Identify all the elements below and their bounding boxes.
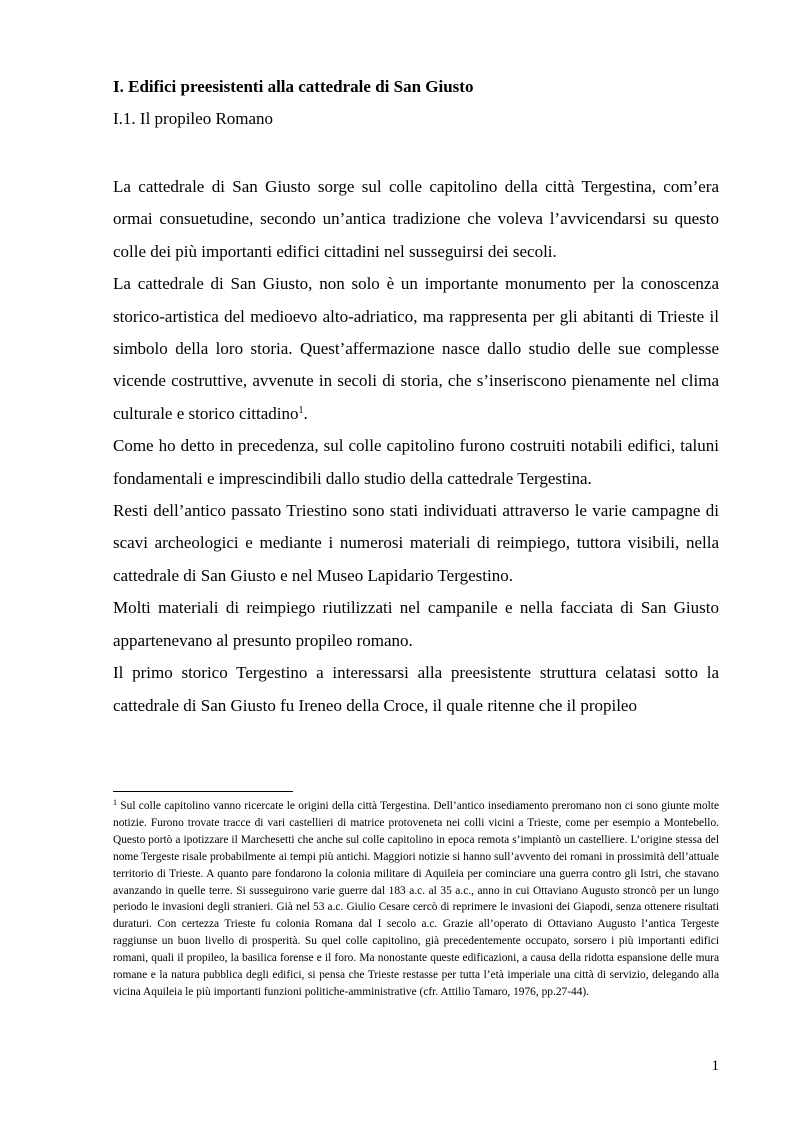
- chapter-title: I. Edifici preesistenti alla cattedrale di San Giusto: [113, 77, 474, 96]
- body-text: [113, 171, 719, 722]
- footnote-marker: 1: [113, 798, 117, 807]
- paragraph-text: Come ho detto in precedenza, sul colle capitolino furono costruiti notabili edifici, taluni fondamentali e imprescindibili dallo studio della cattedrale Tergestina.: [113, 436, 719, 488]
- paragraph: [113, 171, 719, 268]
- paragraph-text: La cattedrale di San Giusto sorge sul colle capitolino della città Tergestina, com’era ormai consuetudine, secondo un’antica tradizione che voleva l’avvicendarsi su questo colle dei più importanti edifici cittadini nel susseguirsi dei secoli.: [113, 177, 719, 261]
- document-page: [113, 0, 719, 1123]
- footnote: [113, 798, 719, 1001]
- footnote-text: Sul colle capitolino vanno ricercate le origini della città Tergestina. Dell’antico insediamento preromano non ci sono giunte molte notizie. Furono trovate tracce di vari castellieri di matrice protoveneta nei colli vicini a Trieste, come per esempio a Montebello. Questo portò a ipotizzare il Marchesetti che anche sul colle capitolino in epoca remota s’impiantò un castelliere. L’origine stessa del nome Tergeste risale probabilmente ai tempi più antichi. Maggiori notizie si hanno sull’avvento dei romani in prossimità dell’attuale territorio di Trieste. A quanto pare fondarono la colonia militare di Aquileia per cominciare una guerra contro gli Istri, che stavano avanzando in quelle terre. Si susseguirono varie guerre dal 183 a.c. al 35 a.c., anno in cui Ottaviano Augusto stroncò per un lungo periodo le invasioni degli stranieri. Già nel 53 a.c. Giulio Cesare cercò di reprimere le invasioni dei Giapodi, senza ottenere risultati duraturi. Con certezza Trieste fu colonia Romana dal I secolo a.c. Grazie all’operato di Ottaviano Augusto l’antica Tergeste raggiunse un buon livello di prosperità. Su quel colle capitolino, già precedentemente occupato, sorsero i più importanti edifici romani, quali il propileo, la basilica forense e il foro. Ma nonostante queste edificazioni, a causa della ridotta espansione delle mura romane e la natura pubblica degli edifici, si pensa che Trieste restasse per tutta l’età imperiale una città di servizio, delegando alla vicina Aquileia le più importanti funzioni politiche-amministrative (cfr. Attilio Tamaro, 1976, pp.27-44).: [113, 800, 719, 998]
- paragraph-text-end: .: [303, 403, 308, 423]
- paragraph: [113, 592, 719, 657]
- section-title: I.1. Il propileo Romano: [113, 109, 274, 128]
- paragraph: [113, 268, 719, 430]
- paragraph-text: Il primo storico Tergestino a interessarsi alla preesistente struttura celatasi sotto la cattedrale di San Giusto fu Ireneo della Croce, il quale ritenne che il propileo: [113, 663, 719, 715]
- paragraph-text: Molti materiali di reimpiego riutilizzati nel campanile e nella facciata di San Giusto appartenevano al presunto propileo romano.: [113, 598, 719, 650]
- paragraph: [113, 430, 719, 495]
- paragraph-text: Resti dell’antico passato Triestino sono stati individuati attraverso le varie campagne di scavi archeologici e mediante i numerosi materiali di reimpiego, tuttora visibili, nella cattedrale di San Giusto e nel Museo Lapidario Tergestino.: [113, 501, 719, 585]
- paragraph: [113, 495, 719, 592]
- paragraph-text: La cattedrale di San Giusto, non solo è un importante monumento per la conoscenza storico-artistica del medioevo alto-adriatico, ma rappresenta per gli abitanti di Trieste il simbolo della loro storia. Quest’affermazione nasce dallo studio delle sue complesse vicende costruttive, avvenute in secoli di storia, che s’inseriscono pienamente nel clima culturale e storico cittadino: [113, 274, 719, 423]
- footnote-separator: [113, 791, 293, 792]
- footnote-reference[interactable]: 1: [298, 404, 304, 416]
- paragraph: [113, 657, 719, 722]
- page-number: 1: [711, 1058, 719, 1074]
